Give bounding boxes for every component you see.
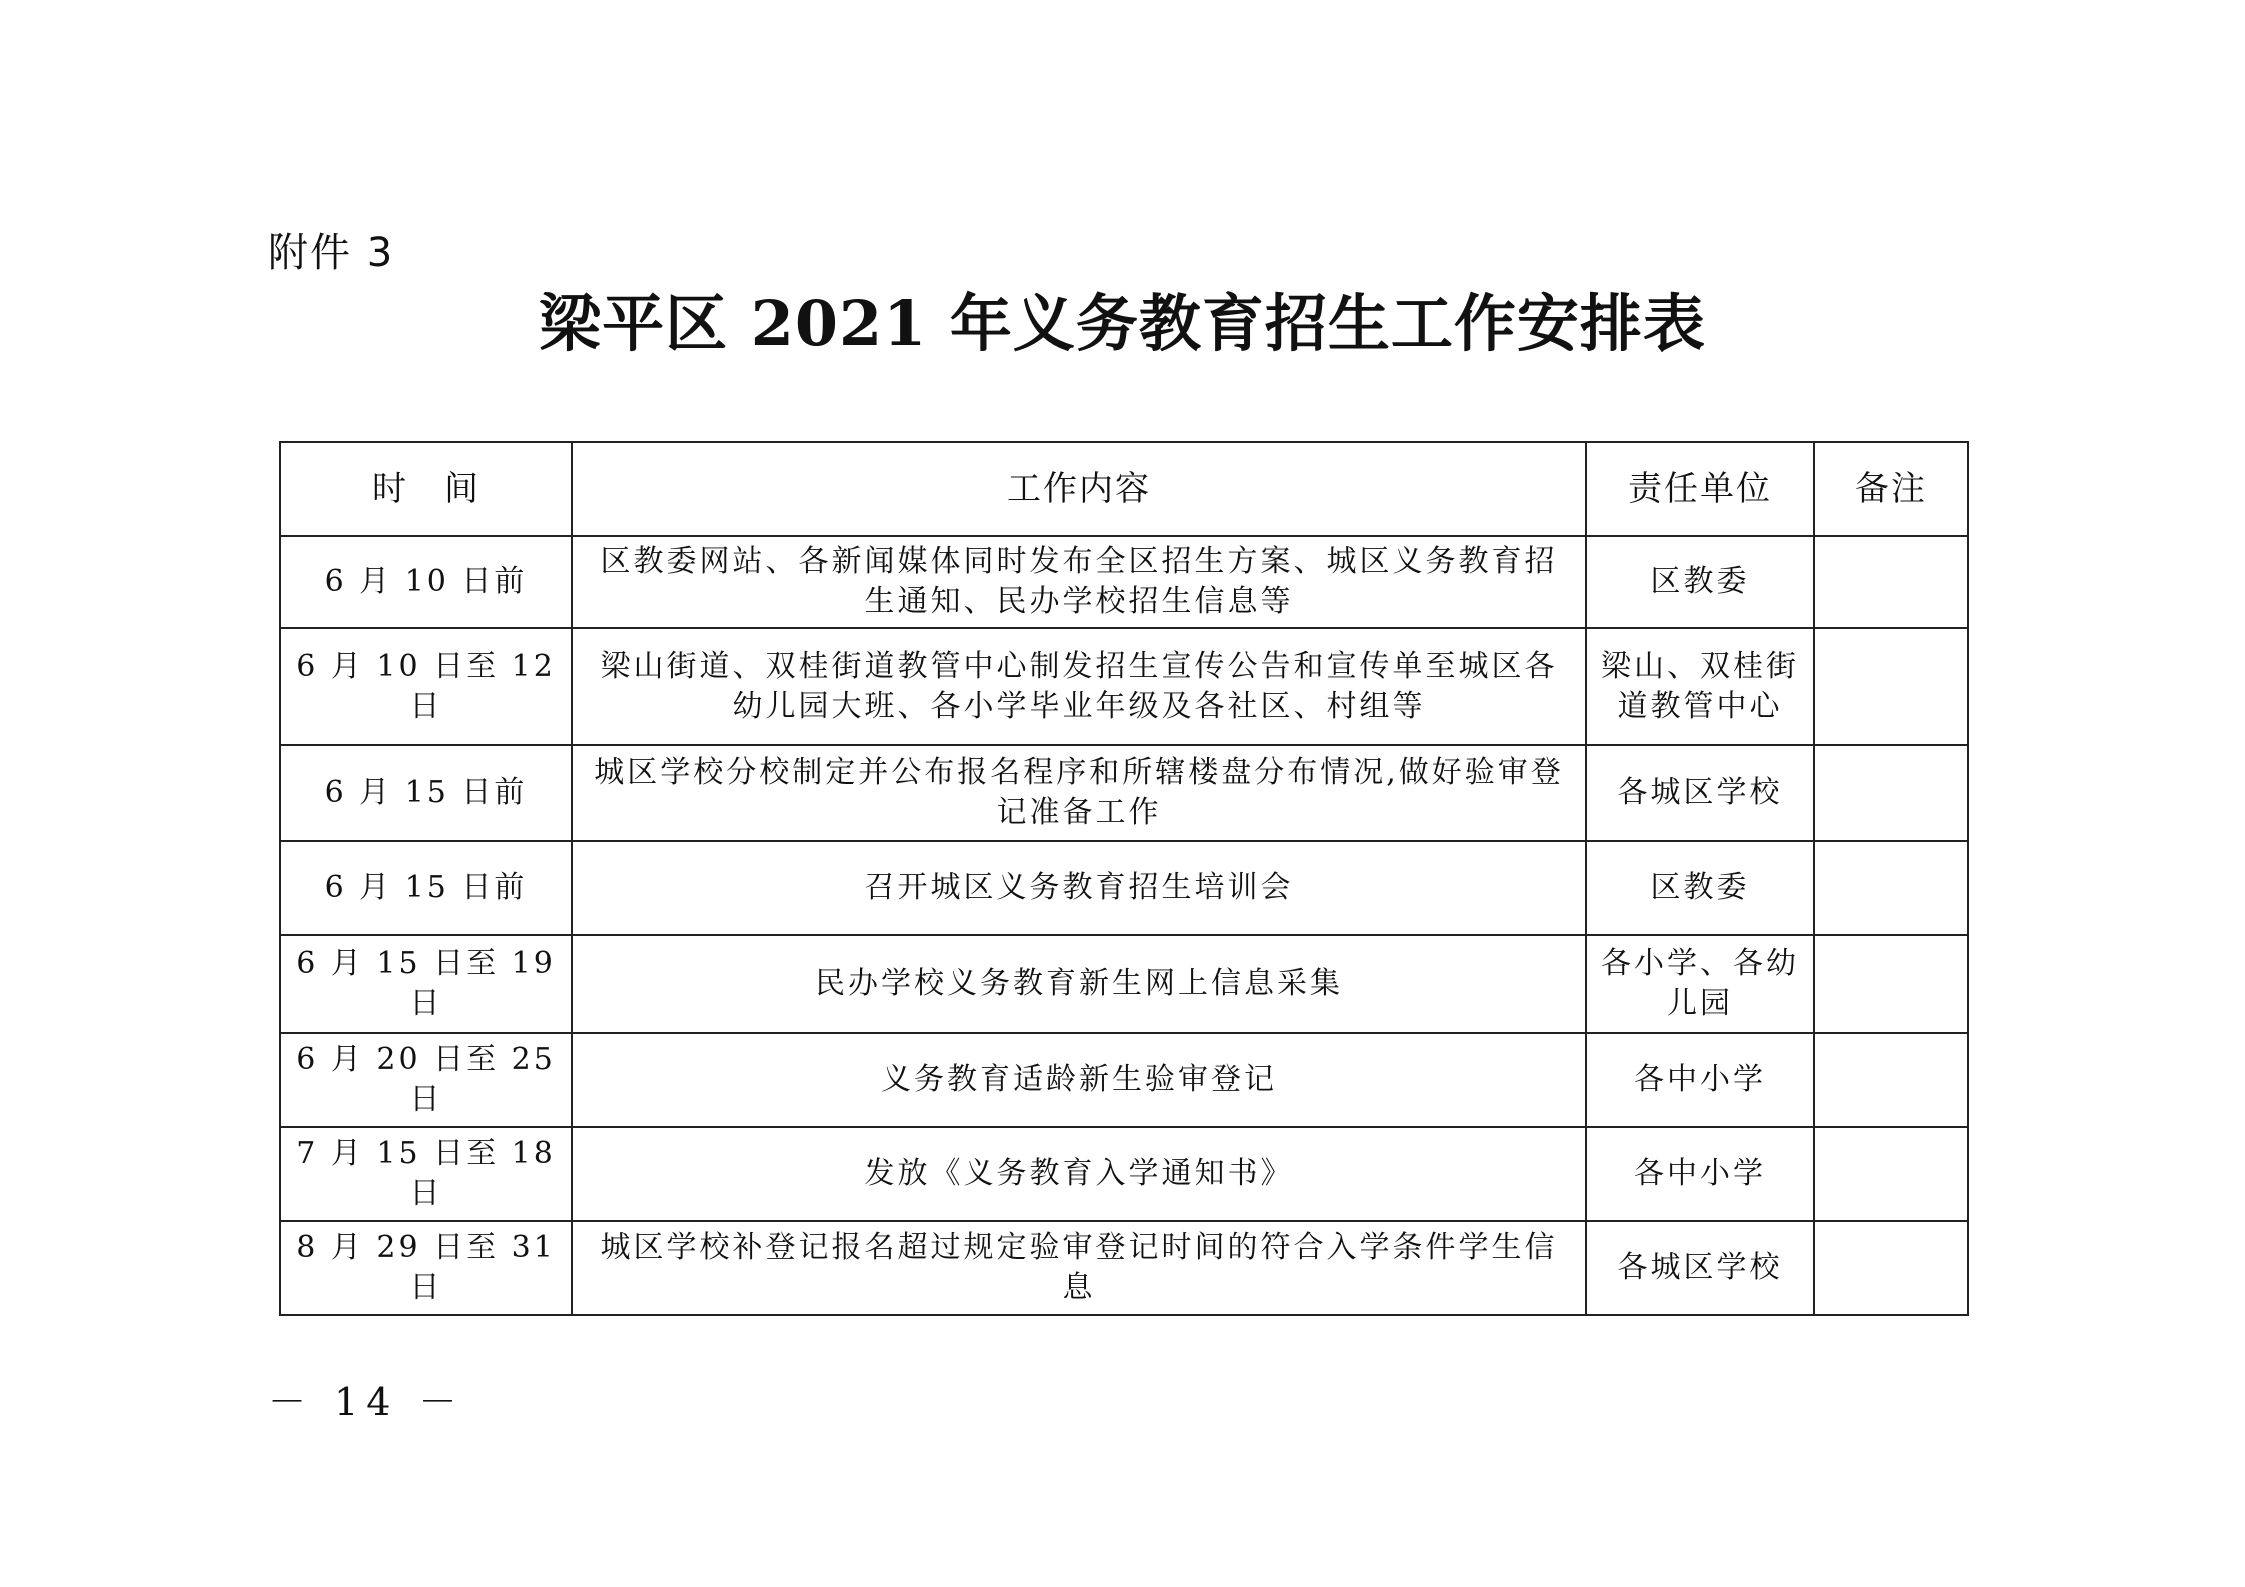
cell-content: 义务教育适龄新生验审登记 (572, 1033, 1586, 1127)
cell-note (1814, 536, 1968, 628)
cell-note (1814, 935, 1968, 1033)
header-note: 备注 (1814, 442, 1968, 536)
table-header-row (280, 442, 1968, 536)
cell-note (1814, 1221, 1968, 1315)
cell-note (1814, 628, 1968, 745)
page-title: 梁平区 2021 年义务教育招生工作安排表 (539, 287, 1706, 360)
table-row (280, 745, 1968, 841)
attachment-label: 附件 3 (268, 230, 395, 276)
cell-time: 6 月 15 日前 (280, 745, 572, 841)
cell-note (1814, 1033, 1968, 1127)
cell-content: 区教委网站、各新闻媒体同时发布全区招生方案、城区义务教育招生通知、民办学校招生信息等 (572, 536, 1586, 628)
cell-note (1814, 841, 1968, 935)
header-content: 工作内容 (572, 442, 1586, 536)
cell-content: 民办学校义务教育新生网上信息采集 (572, 935, 1586, 1033)
cell-content: 城区学校补登记报名超过规定验审登记时间的符合入学条件学生信息 (572, 1221, 1586, 1315)
cell-unit: 区教委 (1586, 536, 1814, 628)
cell-content: 梁山街道、双桂街道教管中心制发招生宣传公告和宣传单至城区各幼儿园大班、各小学毕业年级及各社区、村组等 (572, 628, 1586, 745)
cell-unit: 区教委 (1586, 841, 1814, 935)
cell-unit: 各中小学 (1586, 1127, 1814, 1221)
cell-note (1814, 1127, 1968, 1221)
cell-unit: 各小学、各幼儿园 (1586, 935, 1814, 1033)
header-unit: 责任单位 (1586, 442, 1814, 536)
table-row (280, 935, 1968, 1033)
header-time: 时 间 (280, 442, 572, 536)
schedule-table (279, 441, 1969, 1316)
cell-unit: 各中小学 (1586, 1033, 1814, 1127)
cell-unit: 各城区学校 (1586, 745, 1814, 841)
table-row (280, 536, 1968, 628)
cell-time: 8 月 29 日至 31 日 (280, 1221, 572, 1315)
cell-unit: 梁山、双桂街道教管中心 (1586, 628, 1814, 745)
cell-time: 6 月 10 日前 (280, 536, 572, 628)
cell-content: 城区学校分校制定并公布报名程序和所辖楼盘分布情况,做好验审登记准备工作 (572, 745, 1586, 841)
cell-time: 6 月 15 日前 (280, 841, 572, 935)
table-row (280, 1221, 1968, 1315)
cell-content: 发放《义务教育入学通知书》 (572, 1127, 1586, 1221)
cell-unit: 各城区学校 (1586, 1221, 1814, 1315)
page-number: － 14 － (268, 1380, 465, 1424)
table-row (280, 1127, 1968, 1221)
table-row (280, 628, 1968, 745)
cell-time: 6 月 20 日至 25 日 (280, 1033, 572, 1127)
cell-time: 6 月 10 日至 12 日 (280, 628, 572, 745)
cell-time: 7 月 15 日至 18 日 (280, 1127, 572, 1221)
cell-note (1814, 745, 1968, 841)
cell-content: 召开城区义务教育招生培训会 (572, 841, 1586, 935)
table-row (280, 841, 1968, 935)
cell-time: 6 月 15 日至 19 日 (280, 935, 572, 1033)
table-row (280, 1033, 1968, 1127)
